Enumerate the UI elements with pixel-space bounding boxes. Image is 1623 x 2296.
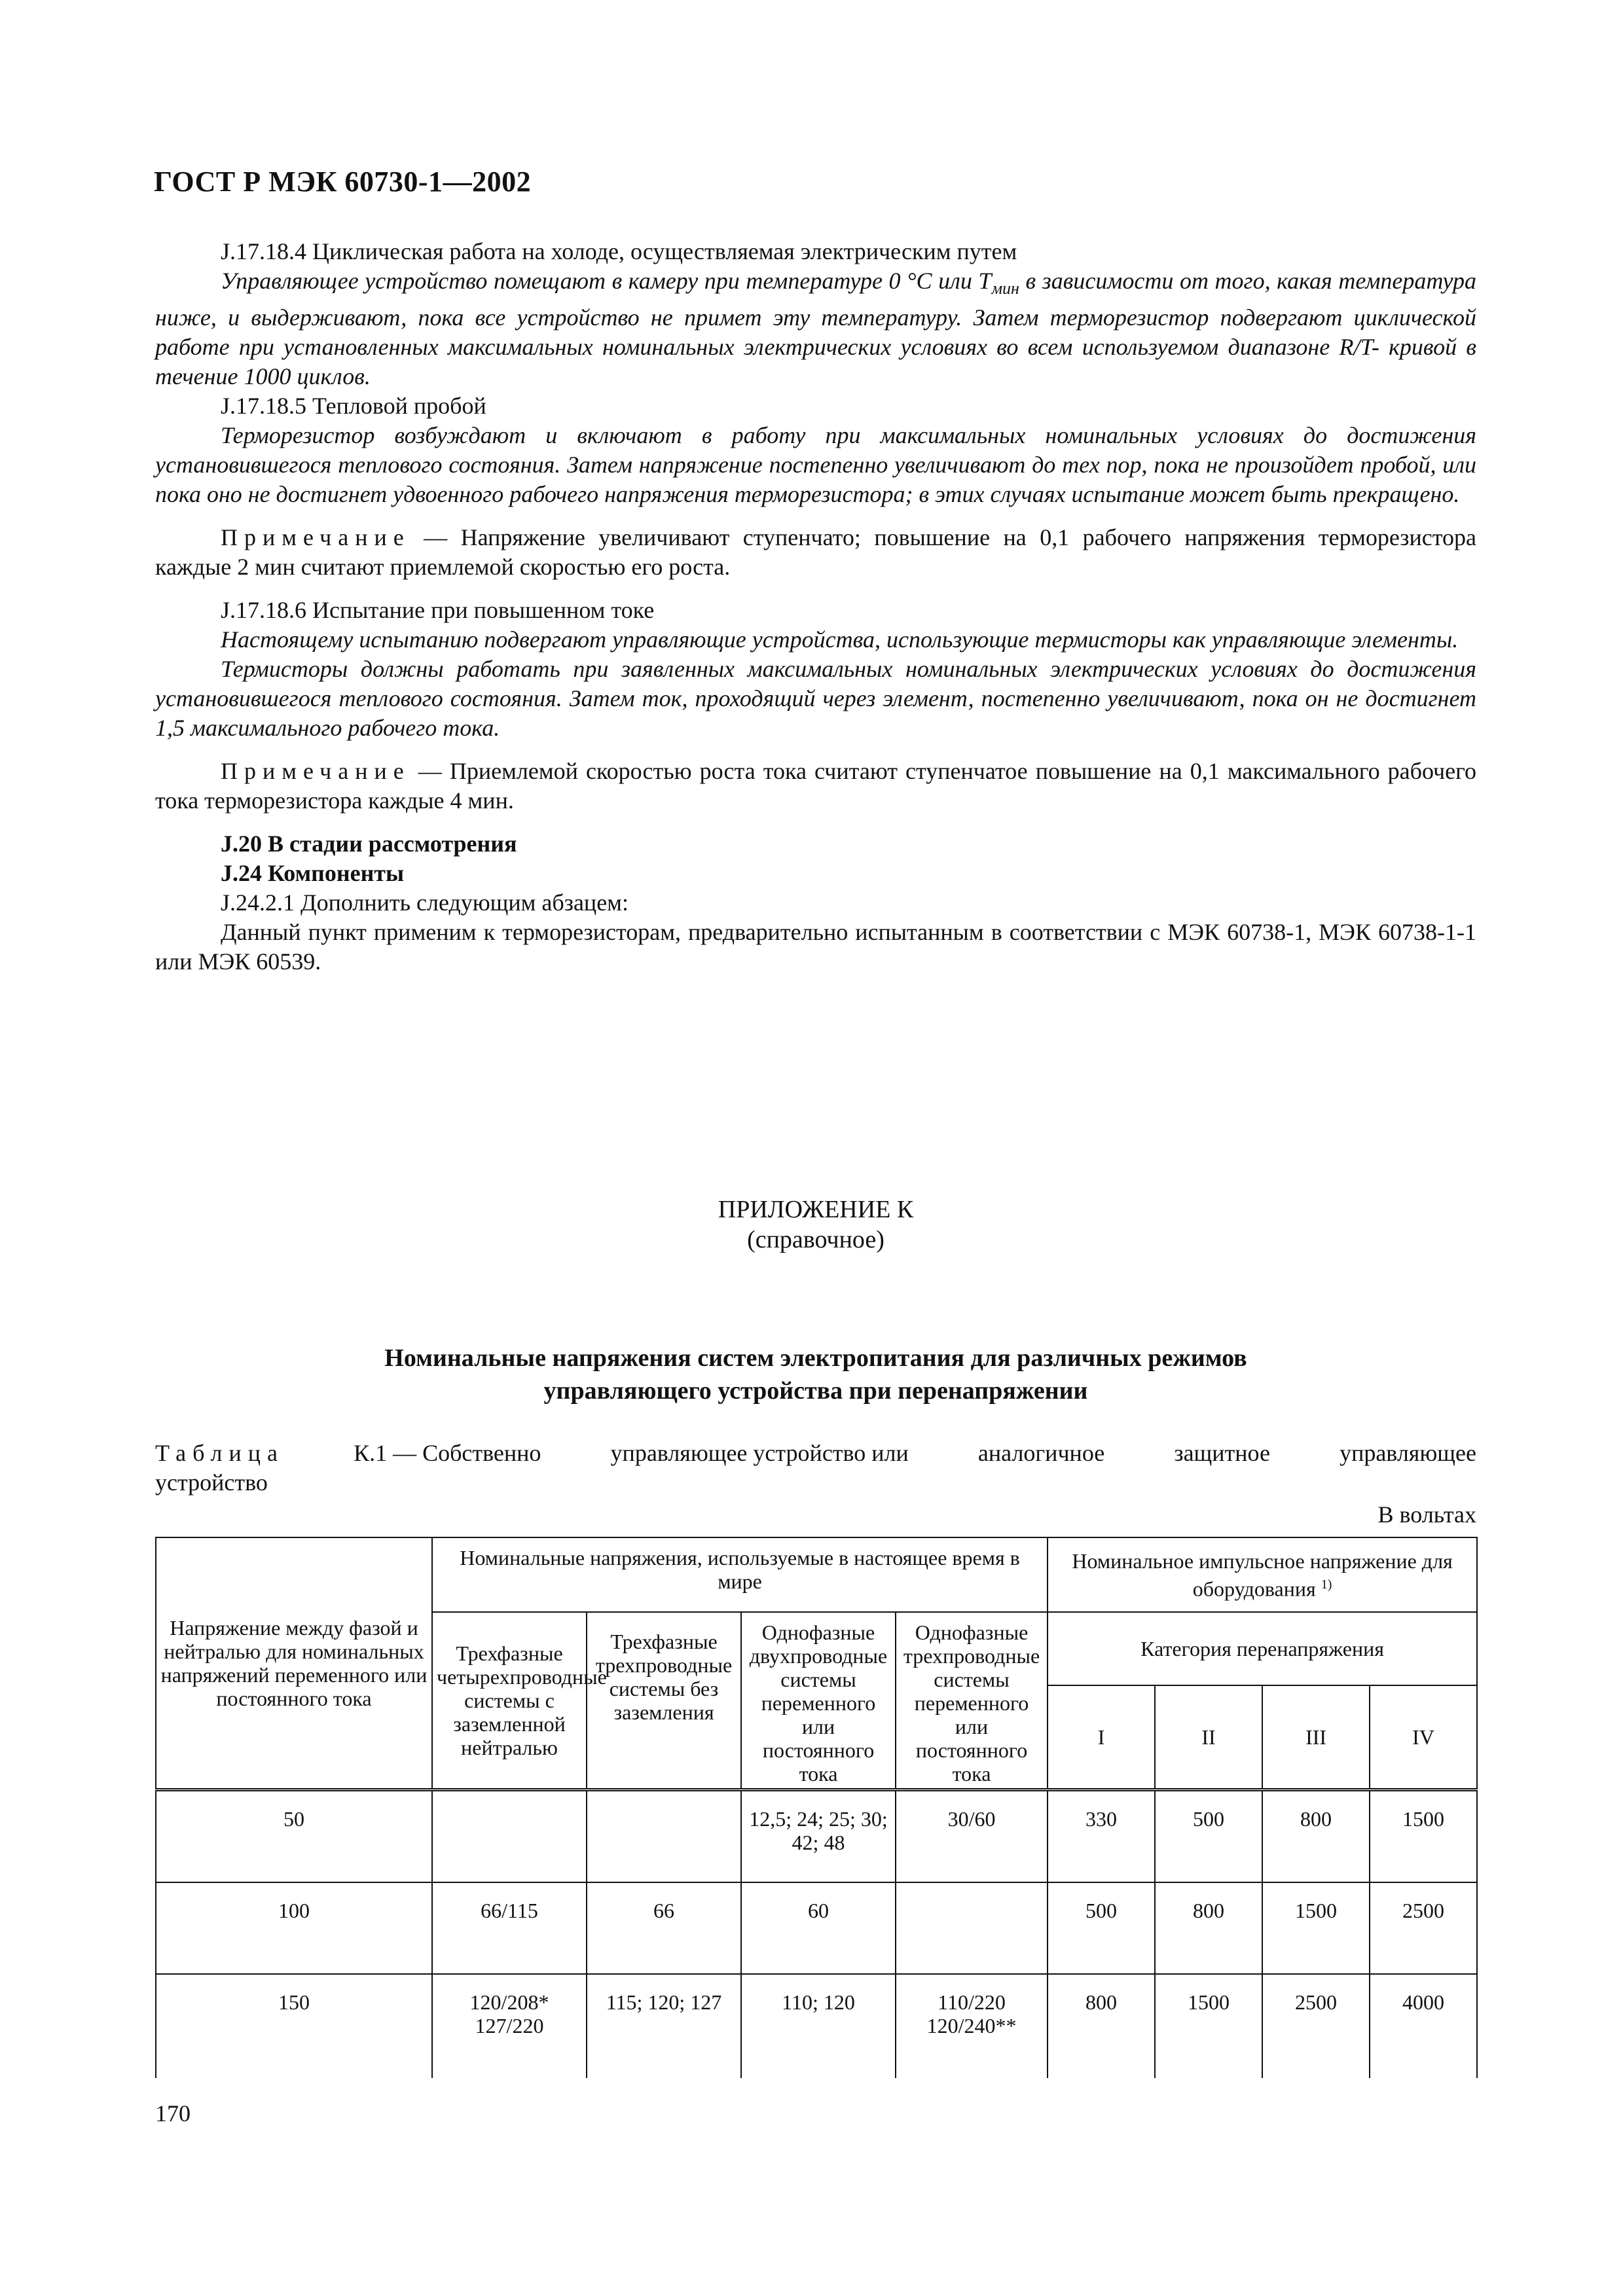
cell-three-phase-three-wire: 115; 120; 127 (587, 1974, 741, 2078)
table-row (156, 1790, 1477, 1883)
cell-three-phase-four-wire: 120/208* 127/220 (432, 1974, 587, 2078)
category-iii: III (1262, 1685, 1370, 1789)
paragraph-j24-text: Данный пункт применим к терморезисторам, предварительно испытанным в соответствии с МЭК 60738-1, МЭК 60738-1-1 или МЭК 60539. (155, 919, 1476, 975)
cell-cat-iii: 1500 (1262, 1882, 1370, 1974)
clause-j17-18-4: J.17.18.4 Циклическая работа на холоде, осуществляемая электрическим путем (221, 238, 1017, 264)
table-caption-line2: устройство (155, 1469, 268, 1496)
caption-part: аналогичное (977, 1440, 1105, 1466)
cell-three-phase-three-wire (587, 1790, 741, 1883)
cell-cat-iii: 800 (1262, 1790, 1370, 1883)
cell-cat-i: 330 (1048, 1790, 1155, 1883)
caption-part: К.1 — Собственно (354, 1440, 541, 1466)
cell-cat-ii: 800 (1155, 1882, 1262, 1974)
appendix-title-block (155, 1194, 1476, 1255)
caption-part: управляющее устройство или (610, 1440, 909, 1466)
clause-j17-18-6: J.17.18.6 Испытание при повышенном токе (221, 597, 655, 624)
header-single-phase-two-wire: Однофазные двухпроводные системы переменного или постоянного тока (741, 1612, 896, 1790)
header-three-phase-three-wire: Трехфазные трехпроводные системы без заземления (587, 1612, 741, 1790)
cell-three-phase-three-wire: 66 (587, 1882, 741, 1974)
note-label: Примечание (221, 758, 410, 785)
header-nominal-voltages: Номинальные напряжения, используемые в настоящее время в мире (432, 1537, 1048, 1612)
clause-j17-18-5: J.17.18.5 Тепловой пробой (221, 393, 486, 420)
note-2 (155, 757, 1476, 816)
appendix-subtitle: (справочное) (747, 1226, 884, 1253)
document-header: ГОСТ Р МЭК 60730-1—2002 (154, 166, 532, 198)
text-part: Управляющее устройство помещают в камеру при температуре 0 °С или (221, 268, 979, 294)
table-units: В вольтах (1377, 1501, 1476, 1528)
cell-cat-ii: 1500 (1155, 1974, 1262, 2078)
cell-single-phase-two-wire: 60 (741, 1882, 896, 1974)
table-caption (155, 1439, 1476, 1498)
table-row (156, 1974, 1477, 2078)
header-single-phase-three-wire: Однофазные трехпроводные системы переменного или постоянного тока (896, 1612, 1048, 1790)
paragraph-overcurrent-1: Настоящему испытанию подвергают управляющие устройства, использующие термисторы как управляющие элементы. (221, 626, 1459, 653)
note-text: — Напряжение увеличивают ступенчато; повышение на 0,1 рабочего напряжения терморезистора каждые 2 мин считают приемлемой скоростью его роста. (155, 524, 1476, 581)
header-phase-voltage: Напряжение между фазой и нейтралью для номинальных напряжений переменного или постоянного тока (156, 1537, 432, 1790)
cell-voltage: 150 (156, 1974, 432, 2078)
cell-single-phase-three-wire: 30/60 (896, 1790, 1048, 1883)
cell-three-phase-four-wire: 66/115 (432, 1882, 587, 1974)
clause-j24-2-1: J.24.2.1 Дополнить следующим абзацем: (221, 889, 629, 916)
cell-cat-iv: 4000 (1370, 1974, 1477, 2078)
appendix-heading-line2: управляющего устройства при перенапряжении (543, 1377, 1088, 1405)
cell-cat-i: 800 (1048, 1974, 1155, 2078)
note-label: Примечание (221, 524, 410, 551)
text-part: в зависимости от того, какая температура ниже, и выдерживают, пока все устройство не примет эту температуру. Затем терморезистор подвергают циклической работе при установленных максимальных номинальных электрических условиях во всем используемом диапазоне R/T- кривой в течение 1000 циклов. (155, 268, 1476, 390)
header-impulse-voltage: Номинальное импульсное напряжение для оборудования $^{1)}$ (1048, 1537, 1477, 1612)
caption-label: Таблица (155, 1440, 284, 1466)
header-three-phase-four-wire: Трехфазные четырехпроводные системы с заземленной нейтралью (432, 1612, 587, 1790)
header-overvoltage-category: Категория перенапряжения (1048, 1612, 1477, 1685)
cell-cat-i: 500 (1048, 1882, 1155, 1974)
caption-part: управляющее (1340, 1440, 1476, 1466)
cell-cat-iv: 1500 (1370, 1790, 1477, 1883)
cell-cat-iii: 2500 (1262, 1974, 1370, 2078)
cell-cat-ii: 500 (1155, 1790, 1262, 1883)
subscript-min: мин (991, 279, 1019, 298)
paragraph-cold-cycling (155, 266, 1476, 391)
footnote-ref: 1) (1321, 1577, 1332, 1592)
cell-single-phase-two-wire: 12,5; 24; 25; 30; 42; 48 (741, 1790, 896, 1883)
appendix-heading-line1: Номинальные напряжения систем электропитания для различных режимов (384, 1344, 1247, 1372)
body-text (155, 237, 1476, 977)
category-iv: IV (1370, 1685, 1477, 1789)
page-number: 170 (155, 2100, 191, 2126)
note-text: — Приемлемой скоростью роста тока считают ступенчатое повышение на 0,1 максимального рабочего тока терморезистора каждые 4 мин. (155, 758, 1476, 814)
cell-single-phase-three-wire: 110/220 120/240** (896, 1974, 1048, 2078)
appendix-heading (155, 1342, 1476, 1407)
caption-part: защитное (1174, 1440, 1270, 1466)
table-row (156, 1882, 1477, 1974)
heading-j20: J.20 В стадии рассмотрения (221, 831, 517, 857)
cell-voltage: 100 (156, 1882, 432, 1974)
cell-single-phase-two-wire: 110; 120 (741, 1974, 896, 2078)
heading-j24: J.24 Компоненты (221, 860, 405, 887)
appendix-title: ПРИЛОЖЕНИЕ К (718, 1196, 914, 1223)
paragraph-overcurrent-2: Термисторы должны работать при заявленных максимальных номинальных электрических условиях до достижения установившегося теплового состояния. Затем ток, проходящий через элемент, постепенно увеличивают, пока он не достигнет 1,5 максимального рабочего тока. (155, 656, 1476, 742)
symbol-t: T (978, 268, 992, 294)
cell-single-phase-three-wire (896, 1882, 1048, 1974)
category-i: I (1048, 1685, 1155, 1789)
category-ii: II (1155, 1685, 1262, 1789)
table-caption-line1 (155, 1439, 1476, 1468)
cell-voltage: 50 (156, 1790, 432, 1883)
paragraph-thermal-breakdown: Терморезистор возбуждают и включают в работу при максимальных номинальных условиях до достижения установившегося теплового состояния. Затем напряжение постепенно увеличивают до тех пор, пока не произойдет пробой, или пока оно не достигнет удвоенного рабочего напряжения терморезистора; в этих случаях испытание может быть прекращено. (155, 422, 1476, 508)
cell-three-phase-four-wire (432, 1790, 587, 1883)
cell-cat-iv: 2500 (1370, 1882, 1477, 1974)
voltage-table (155, 1537, 1478, 2078)
note-1 (155, 523, 1476, 582)
